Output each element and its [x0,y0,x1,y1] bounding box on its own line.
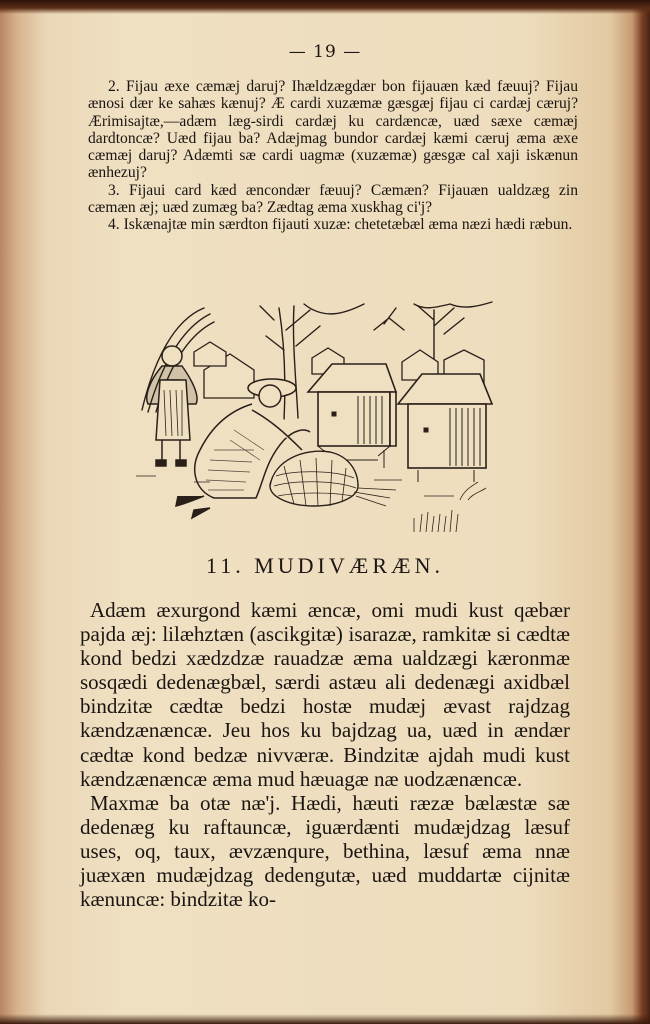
question-4: 4. Iskænajtæ min særdton fijauti xuzæ: chetetæbæl æma næzi hædi ræbun. [108,216,573,234]
top-edge [0,0,650,14]
question-2: 2. Fijau æxe cæmæj daruj? Ihældzægdær bon fijauæn kæd fæuuj? Fijau ænosi dær ke sahæs kænuj? Æ cardi xuzæmæ gæsgæj fijau ci cardæj cæruj? Ærimisajtæ,—adæm læg-sirdi cardæj ku cardæncæ, uæd sæxe cæmæj dardtoncæ? Uæd fijau ba? Adæjmag bundor cardæj kæmi cæruj æma æxe cæmæj daruj? Adæmti sæ cardi uagmæ (xuzæmæ) gæsgæ cal xaji iskænun ænhezuj? [88,78,578,182]
question-3: 3. Fijaui card kæd æncondær fæuuj? Cæmæn? Fijauæn ualdzæg zin cæmæn æj; uæd zumæg ba? Zædtag æma xuskhag ci'j? [88,181,578,217]
page-number: — 19 — [288,42,362,62]
body-text [80,598,570,911]
bottom-edge [0,1014,650,1024]
paragraph-2: Maxmæ ba otæ næ'j. Hædi, hæuti ræzæ bælæstæ sæ dedenæg ku raftauncæ, iguærdænti mudæjdzag læsuf uses, oq, taux, ævzænqure, bethina, læsuf æma nnæ juæxæn mudæjdzag dedengutæ, uæd muddartæ cijnitæ kænuncæ: bindzitæ ko- [80,790,570,912]
beekeeping-drawing [134,300,496,544]
paragraph-1: Adæm æxurgond kæmi æncæ, omi mudi kust qæbær pajda æj: lilæhztæn (ascikgitæ) isarazæ, ramkitæ si cædtæ kond bedzi xædzdzæ rauadzæ æma ualdzægi kæronmæ sosqædi dedenægbæl, særdi astæu ali dedenægi axidbæl bindzitæ cædtæ bedzi hostæ mudæj ævast rajdzag kændzænæncæ. Jeu hos ku bajdzag ua, uæd in ændær cædtæ kond bedzæ nivværæ. Bindzitæ ajdah mudi kust kændzænæncæ æma mud hæuagæ næ uodzænæncæ. [80,598,570,791]
section-title: 11. MUDIVÆRÆN. [206,553,444,578]
questions-block [88,78,578,234]
beekeeping-illustration [134,300,496,544]
